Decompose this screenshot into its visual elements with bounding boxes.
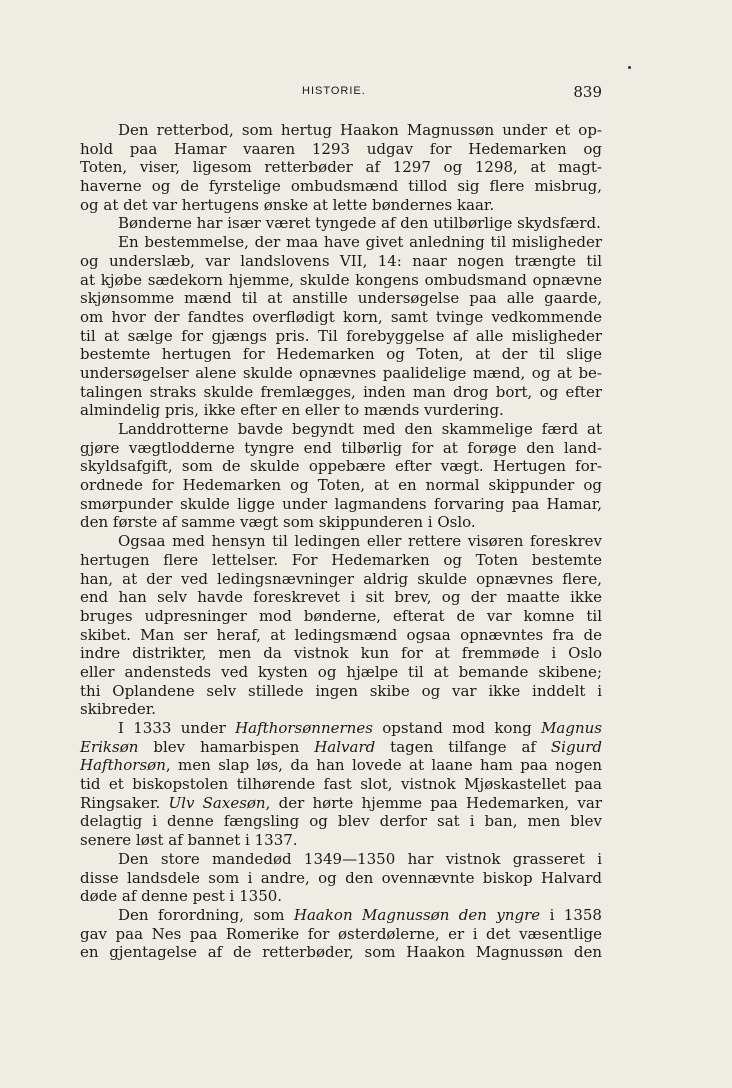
italic-name: Hafthorsønnernes (235, 719, 373, 737)
text-line: gjøre vægtlodderne tyngre end tilbørlig for at forøge den land- (80, 438, 602, 457)
text-line (80, 719, 602, 738)
italic-name: Magnus (541, 719, 602, 737)
text-segment: Den forordning, som (118, 905, 294, 924)
text-line: døde af denne pest i 1350. (80, 887, 283, 906)
text-line: end han selv havde foreskrevet i sit brev, og der maatte ikke (80, 588, 602, 607)
page-number: 839 (573, 83, 602, 101)
text-line: skibreder. (80, 700, 157, 719)
text-line: talingen straks skulde fremlægges, inden man drog bort, og efter (80, 382, 602, 401)
text-line: senere løst af bannet i 1337. (80, 831, 298, 850)
text-line: disse landsdele som i andre, og den ovennævnte biskop Halvard (80, 868, 602, 887)
text-line: indre distrikter, men da vistnok kun for at fremmøde i Oslo (80, 644, 602, 663)
text-line: den første af samme vægt som skippunderen i Oslo. (80, 513, 476, 532)
text-line: en gjentagelse af de retterbøder, som Haakon Magnussøn den (80, 943, 602, 962)
text-line: Den store mandedød 1349—1350 har vistnok grasseret i (118, 849, 602, 868)
text-line: skyldsafgift, som de skulde oppebære efter vægt. Hertugen for- (80, 457, 602, 476)
text-line: undersøgelser alene skulde opnævnes paalidelige mænd, og at be- (80, 363, 602, 382)
text-line: Landdrotterne bavde begyndt med den skammelige færd at (118, 420, 602, 438)
body-text (80, 121, 602, 962)
text-line: skibet. Man ser heraf, at ledingsmænd ogsaa opnævntes fra de (80, 625, 602, 644)
text-segment: blev hamarbispen (138, 737, 315, 756)
text-segment: tagen tilfange af (375, 737, 551, 756)
text-line: bestemte hertugen for Hedemarken og Toten, at der til slige (80, 345, 602, 364)
text-line: hertugen flere lettelser. For Hedemarken og Toten bestemte (80, 550, 602, 569)
text-line: En bestemmelse, der maa have givet anledning til misligheder (118, 233, 602, 252)
running-title: HISTORIE. (302, 85, 366, 97)
print-speck (628, 66, 631, 69)
text-line: delagtig i denne fængsling og blev derfor sat i ban, men blev (80, 812, 602, 831)
text-line: Bønderne har især været tyngede af den utilbørlige skydsfærd. (118, 214, 601, 233)
text-line (80, 906, 602, 925)
text-line: smørpunder skulde ligge under lagmandens forvaring paa Hamar, (80, 494, 602, 513)
text-segment: , men slap løs, da han lovede at laane ham paa nogen (165, 756, 602, 775)
italic-name: Halvard (314, 737, 376, 756)
text-line: Den retterbod, som hertug Haakon Magnussøn under et op- (118, 121, 602, 139)
text-segment: I 1333 under (118, 719, 236, 737)
text-line (80, 738, 602, 757)
text-line: thi Oplandene selv stillede ingen skibe og var ikke inddelt i (80, 681, 602, 700)
text-line: hold paa Hamar vaaren 1293 udgav for Hedemarken og (80, 139, 602, 158)
text-line: at kjøbe sædekorn hjemme, skulde kongens ombudsmand opnævne (80, 270, 602, 289)
text-line: skjønsomme mænd til at anstille undersøgelse paa alle gaarde, (80, 289, 602, 308)
text-line: og underslæb, var landslovens VII, 14: naar nogen trængte til (80, 251, 602, 270)
text-line (80, 756, 602, 775)
text-line: og at det var hertugens ønske at lette bøndernes kaar. (80, 195, 495, 214)
text-segment: Ringsaker. (80, 793, 169, 812)
text-line: han, at der ved ledingsnævninger aldrig skulde opnævnes flere, (80, 569, 602, 588)
text-line (80, 794, 602, 813)
italic-name: Haakon Magnussøn den yngre (293, 905, 541, 924)
text-line: almindelig pris, ikke efter en eller to mænds vurdering. (80, 401, 504, 420)
text-line: ordnede for Hedemarken og Toten, at en normal skippunder og (80, 476, 602, 495)
italic-name: Sigurd (550, 737, 603, 756)
text-line: bruges udpresninger mod bønderne, efterat de var komne til (80, 606, 602, 625)
text-line: Toten, viser, ligesom retterbøder af 1297 og 1298, at magt- (80, 158, 602, 177)
text-line: gav paa Nes paa Romerike for østerdølerne, er i det væsentlige (80, 924, 602, 943)
page-header (80, 83, 602, 103)
text-segment: , der hørte hjemme paa Hedemarken, var (265, 793, 602, 812)
text-line: om hvor der fandtes overflødigt korn, samt tvinge vedkommende (80, 307, 602, 326)
text-segment: opstand mod kong (372, 719, 542, 737)
text-line: tid et biskopstolen tilhørende fast slot, vistnok Mjøskastellet paa (80, 775, 602, 794)
text-line: haverne og de fyrstelige ombudsmænd tillod sig flere misbrug, (80, 177, 602, 196)
italic-name: Eriksøn (80, 737, 139, 756)
italic-name: Hafthorsøn (80, 756, 166, 775)
text-segment: i 1358 (540, 905, 602, 924)
text-line: eller andensteds ved kysten og hjælpe til at bemande skibene; (80, 662, 602, 681)
italic-name: Ulv Saxesøn (168, 793, 266, 812)
text-line: til at sælge for gjængs pris. Til forebyggelse af alle misligheder (80, 326, 602, 345)
text-line: Ogsaa med hensyn til ledingen eller rettere visøren foreskrev (118, 532, 602, 551)
